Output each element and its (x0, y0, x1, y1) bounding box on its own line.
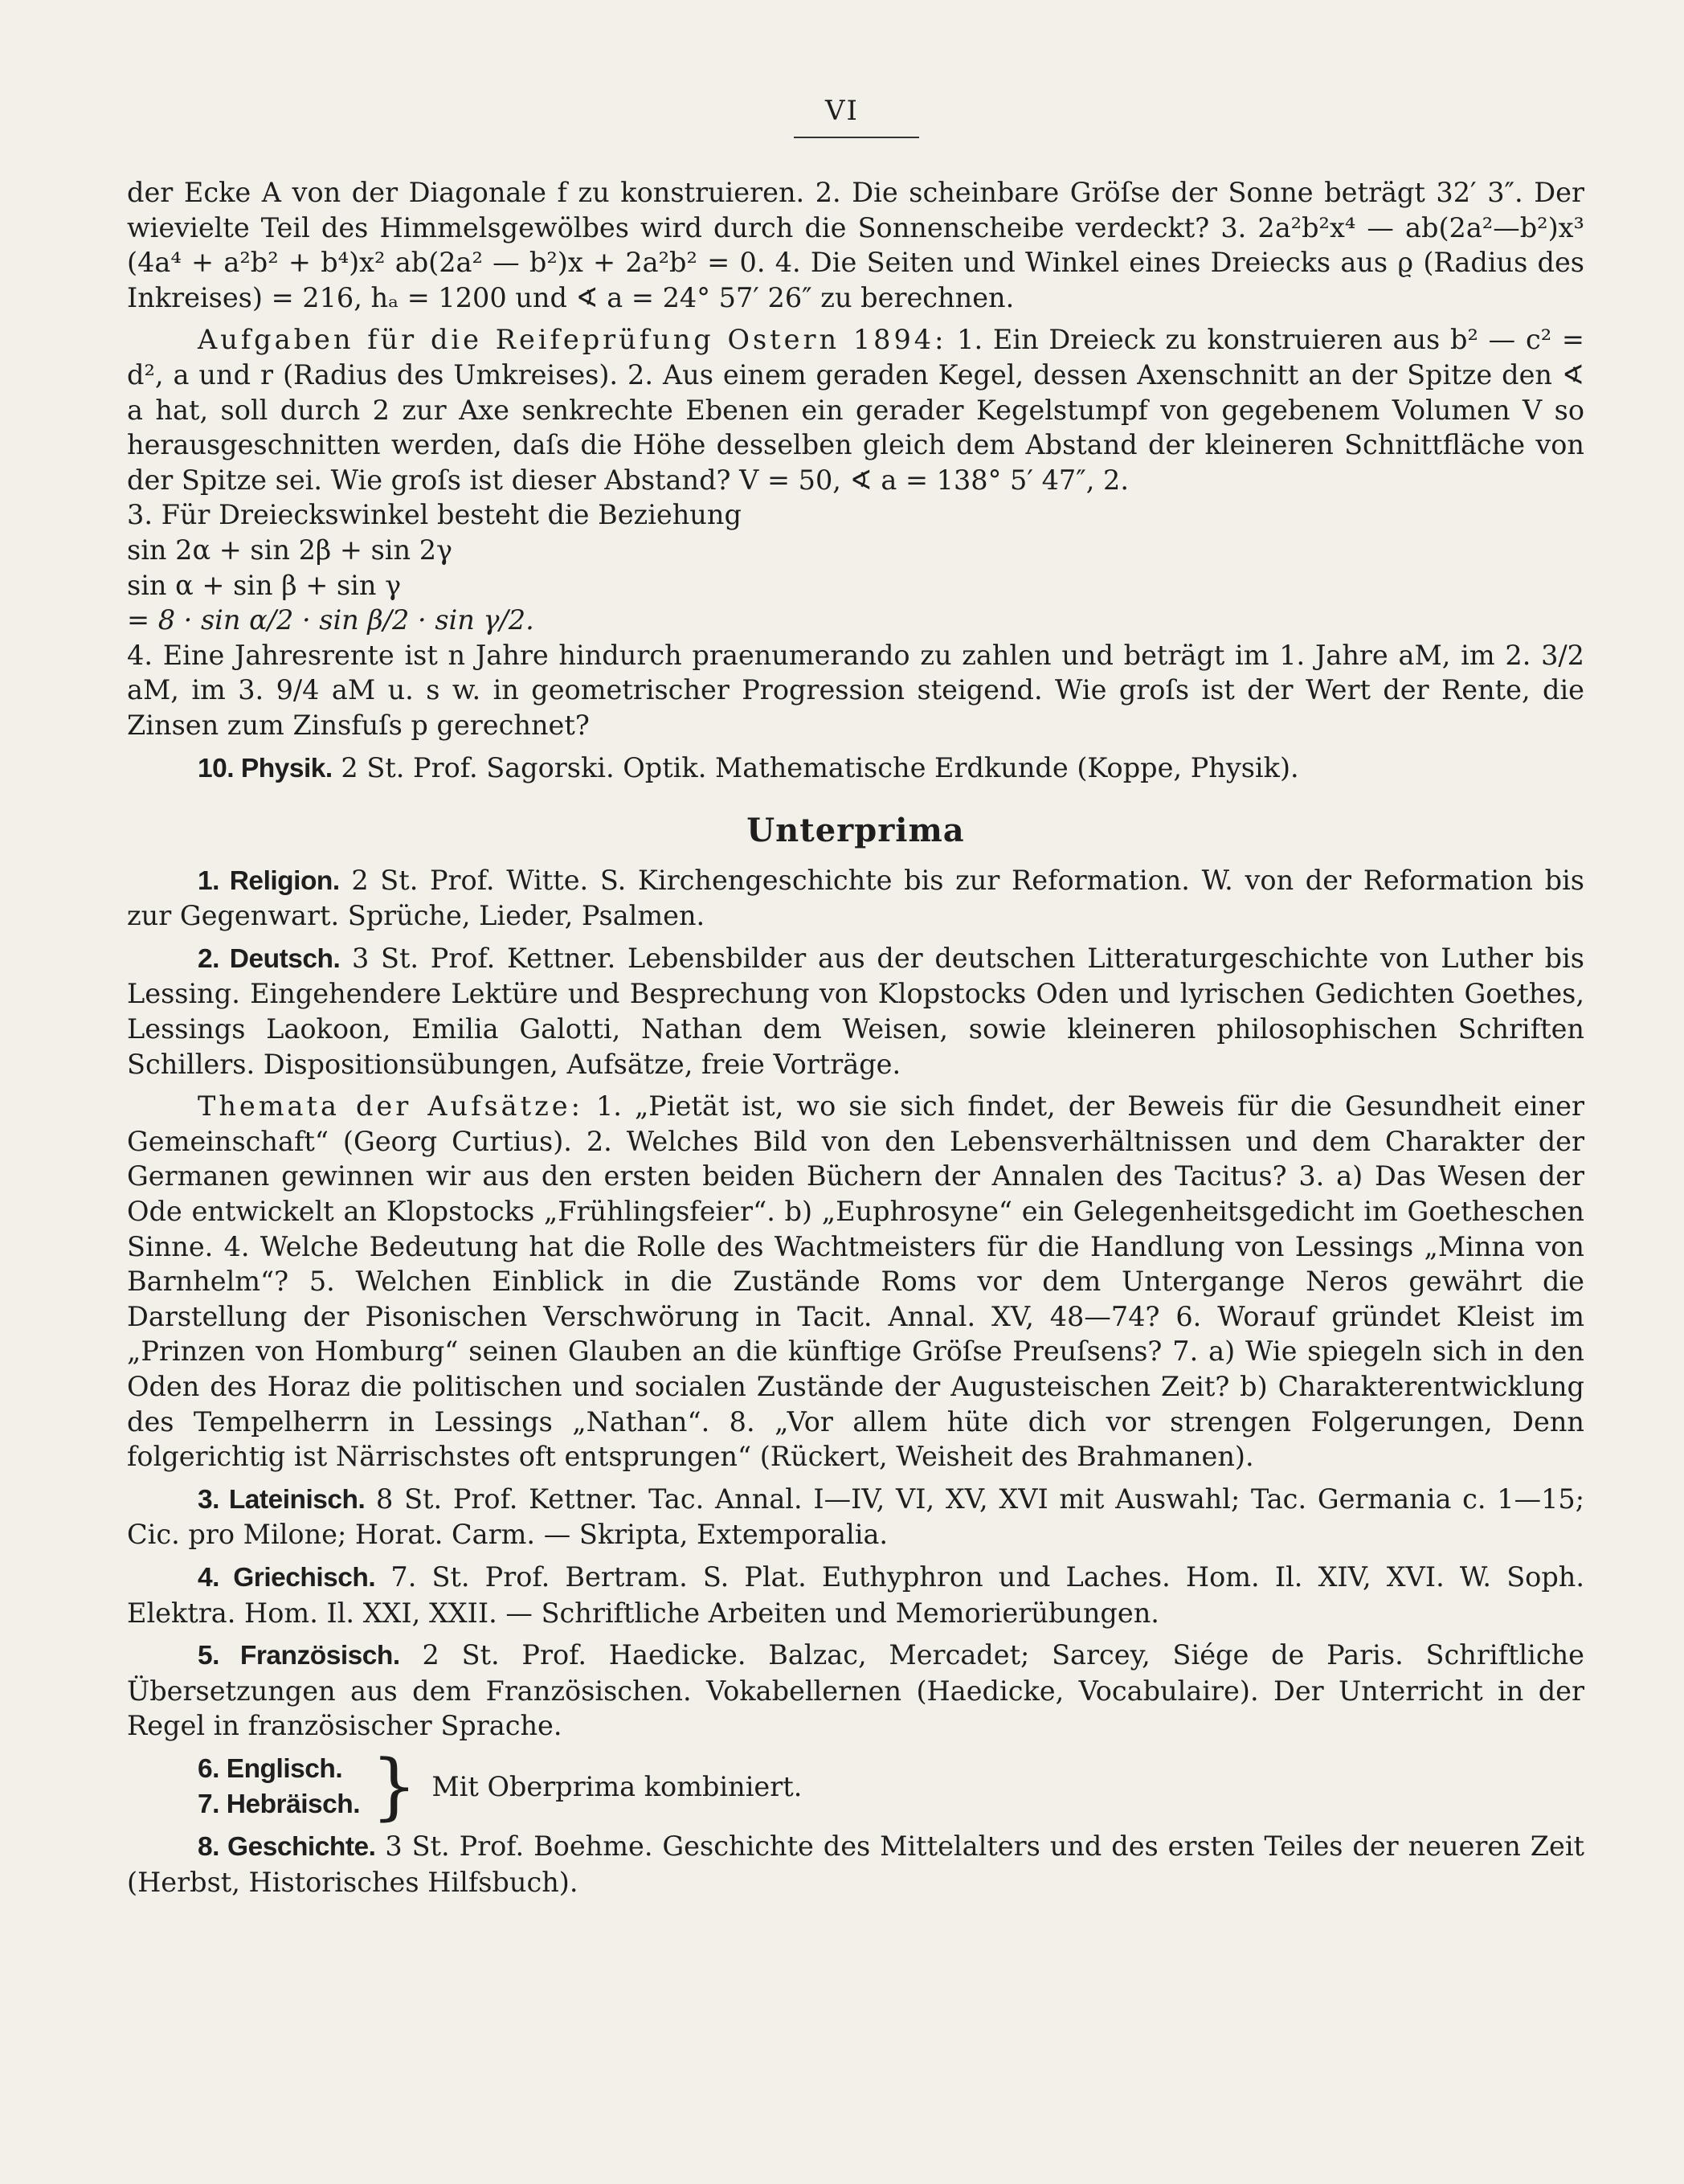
griechisch-paragraph (127, 1560, 1584, 1630)
page-number-rule (794, 137, 919, 138)
religion-subject: 1. Religion. (198, 865, 340, 896)
franzoesisch-subject: 5. Französisch. (198, 1641, 400, 1671)
lateinisch-paragraph (127, 1482, 1584, 1552)
franzoesisch-paragraph (127, 1638, 1584, 1744)
combined-subjects (127, 1744, 1584, 1829)
brace-symbol: } (371, 1744, 418, 1829)
formula-paragraph (127, 497, 1584, 533)
combined-text: Mit Oberprima kombiniert. (431, 1770, 803, 1802)
physik-subject: 10. Physik. (198, 753, 333, 783)
griechisch-subject: 4. Griechisch. (198, 1562, 376, 1593)
religion-text: 2 St. Prof. Witte. S. Kirchengeschichte bis zur Reformation. W. von der Reformation bis zur Gegenwart. Sprüche, Lieder, Psalmen. (127, 864, 1584, 932)
physik-paragraph (127, 750, 1584, 787)
hebraeisch-subject: 7. Hebräisch. (198, 1789, 361, 1819)
deutsch-text: 3 St. Prof. Kettner. Lebensbilder aus der deutschen Litteraturgeschichte von Luther bis Lessing. Eingehendere Lektüre und Besprechung von Klopstocks Oden und lyrischen Gedichten Goethes, Lessings Laokoon, Emilia Galotti, Nathan dem Weisen, sowie kleineren philosophischen Schriften Schillers. Dispositionsübungen, Aufsätze, freie Vorträge. (127, 942, 1584, 1080)
geschichte-paragraph (127, 1829, 1584, 1900)
reifepruefung-label: Aufgaben für die Reifeprüfung Ostern 1894: (198, 324, 947, 356)
griechisch-text: 7. St. Prof. Bertram. S. Plat. Euthyphron und Laches. Hom. Il. XIV, XVI. W. Soph. Elektra. Hom. Il. XXI, XXII. — Schriftliche Arbeiten und Memorierübungen. (127, 1560, 1585, 1629)
lateinisch-subject: 3. Lateinisch. (198, 1484, 366, 1515)
lateinisch-text: 8 St. Prof. Kettner. Tac. Annal. I—IV, VI, XV, XVI mit Auswahl; Tac. Germania c. 1—15; Cic. pro Milone; Horat. Carm. — Skripta, Extemporalia. (127, 1483, 1584, 1551)
deutsch-paragraph (127, 941, 1584, 1082)
englisch-subject: 6. Englisch. (198, 1753, 343, 1784)
reifepruefung-paragraph (127, 322, 1584, 497)
geschichte-text: 3 St. Prof. Boehme. Geschichte des Mittelalters und des ersten Teiles der neueren Zeit (Herbst, Historisches Hilfsbuch). (127, 1830, 1584, 1898)
section-heading: Unterprima (746, 812, 965, 850)
religion-paragraph (127, 863, 1584, 934)
rente-paragraph: 4. Eine Jahresrente ist n Jahre hindurch praenumerando zu zahlen und beträgt im 1. Jahre aM, im 2. 3/2 aM, im 3. 9/4 aM u. s w. in geometrischer Progression steigend. Wie groſs ist der Wert der Rente, die Zinsen zum Zinsfuſs p gerechnet? (127, 639, 1584, 741)
combined-list (127, 1752, 360, 1822)
themata-paragraph (127, 1089, 1584, 1474)
page-number: VI (825, 95, 859, 127)
formula-rhs: = 8 · sin α/2 · sin β/2 · sin γ/2. (127, 604, 534, 636)
intro-paragraph: der Ecke A von der Diagonale f zu konstruieren. 2. Die scheinbare Gröſse der Sonne beträgt 32′ 3″. Der wievielte Teil des Himmelsgewölbes wird durch die Sonnenscheibe verdeckt? 3. 2a²b²x⁴ — ab(2a²—b²)x³ (4a⁴ + a²b² + b⁴)x² ab(2a² — b²)x + 2a²b² = 0. 4. Die Seiten und Winkel eines Dreiecks aus ϱ (Radius des Inkreises) = 216, hₐ = 1200 und ∢ a = 24° 57′ 26″ zu berechnen. (127, 177, 1584, 313)
geschichte-subject: 8. Geschichte. (198, 1832, 376, 1863)
franzoesisch-text: 2 St. Prof. Haedicke. Balzac, Mercadet; Sarcey, Siége de Paris. Schriftliche Übersetzungen aus dem Französischen. Vokabellernen (Haedicke, Vocabulaire). Der Unterricht in der Regel in französischer Sprache. (127, 1639, 1584, 1742)
page-content (127, 175, 1584, 1900)
formula-lead: 3. Für Dreieckswinkel besteht die Beziehung (127, 499, 742, 531)
themata-label: Themata der Aufsätze: (198, 1090, 583, 1123)
reifepruefung-text: 1. Ein Dreieck zu konstruieren aus b² — c² = d², a und r (Radius des Umkreises). 2. Aus einem geraden Kegel, dessen Axenschnitt an der Spitze den ∢ a hat, soll durch 2 zur Axe senkrechte Ebenen ein gerader Kegelstumpf von gegebenem Volumen V so herausgeschnitten werden, daſs die Höhe desselben gleich dem Abstand der kleineren Schnittfläche von der Spitze sei. Wie groſs ist dieser Abstand? V = 50, ∢ a = 138° 5′ 47″, 2. (127, 324, 1584, 496)
physik-text: 2 St. Prof. Sagorski. Optik. Mathematische Erdkunde (Koppe, Physik). (341, 751, 1299, 783)
deutsch-subject: 2. Deutsch. (198, 943, 341, 974)
fraction-numerator: sin 2α + sin 2β + sin 2γ (127, 534, 453, 566)
themata-text: 1. „Pietät ist, wo sie sich findet, der Beweis für die Gesundheit einer Gemeinschaft“ (Georg Curtius). 2. Welches Bild von den Lebensverhältnissen und dem Charakter der Germanen gewinnen wir aus den ersten beiden Büchern der Annalen des Tacitus? 3. a) Das Wesen der Ode entwickelt an Klopstocks „Frühlingsfeier“. b) „Euphrosyne“ ein Gelegenheitsgedicht im Goetheschen Sinne. 4. Welche Bedeutung hat die Rolle des Wachtmeisters für die Handlung von Lessings „Minna von Barnhelm“? 5. Welchen Einblick in die Zustände Roms vor dem Untergange Neros gewährt die Darstellung der Pisonischen Verschwörung in Tacit. Annal. XV, 48—74? 6. Worauf gründet Kleist im „Prinzen von Homburg“ seinen Glauben an die künftige Gröſse Preuſsens? 7. a) Wie spiegeln sich in den Oden des Horaz die politischen und socialen Zustände der Augusteischen Zeit? b) Charakterentwicklung des Tempelherrn in Lessings „Nathan“. 8. „Vor allem hüte dich vor strengen Folgerungen, Denn folgerichtig ist Närrischstes oft entsprungen“ (Rückert, Weisheit des Brahmanen). (127, 1090, 1584, 1473)
fraction-denominator: sin α + sin β + sin γ (127, 569, 402, 601)
